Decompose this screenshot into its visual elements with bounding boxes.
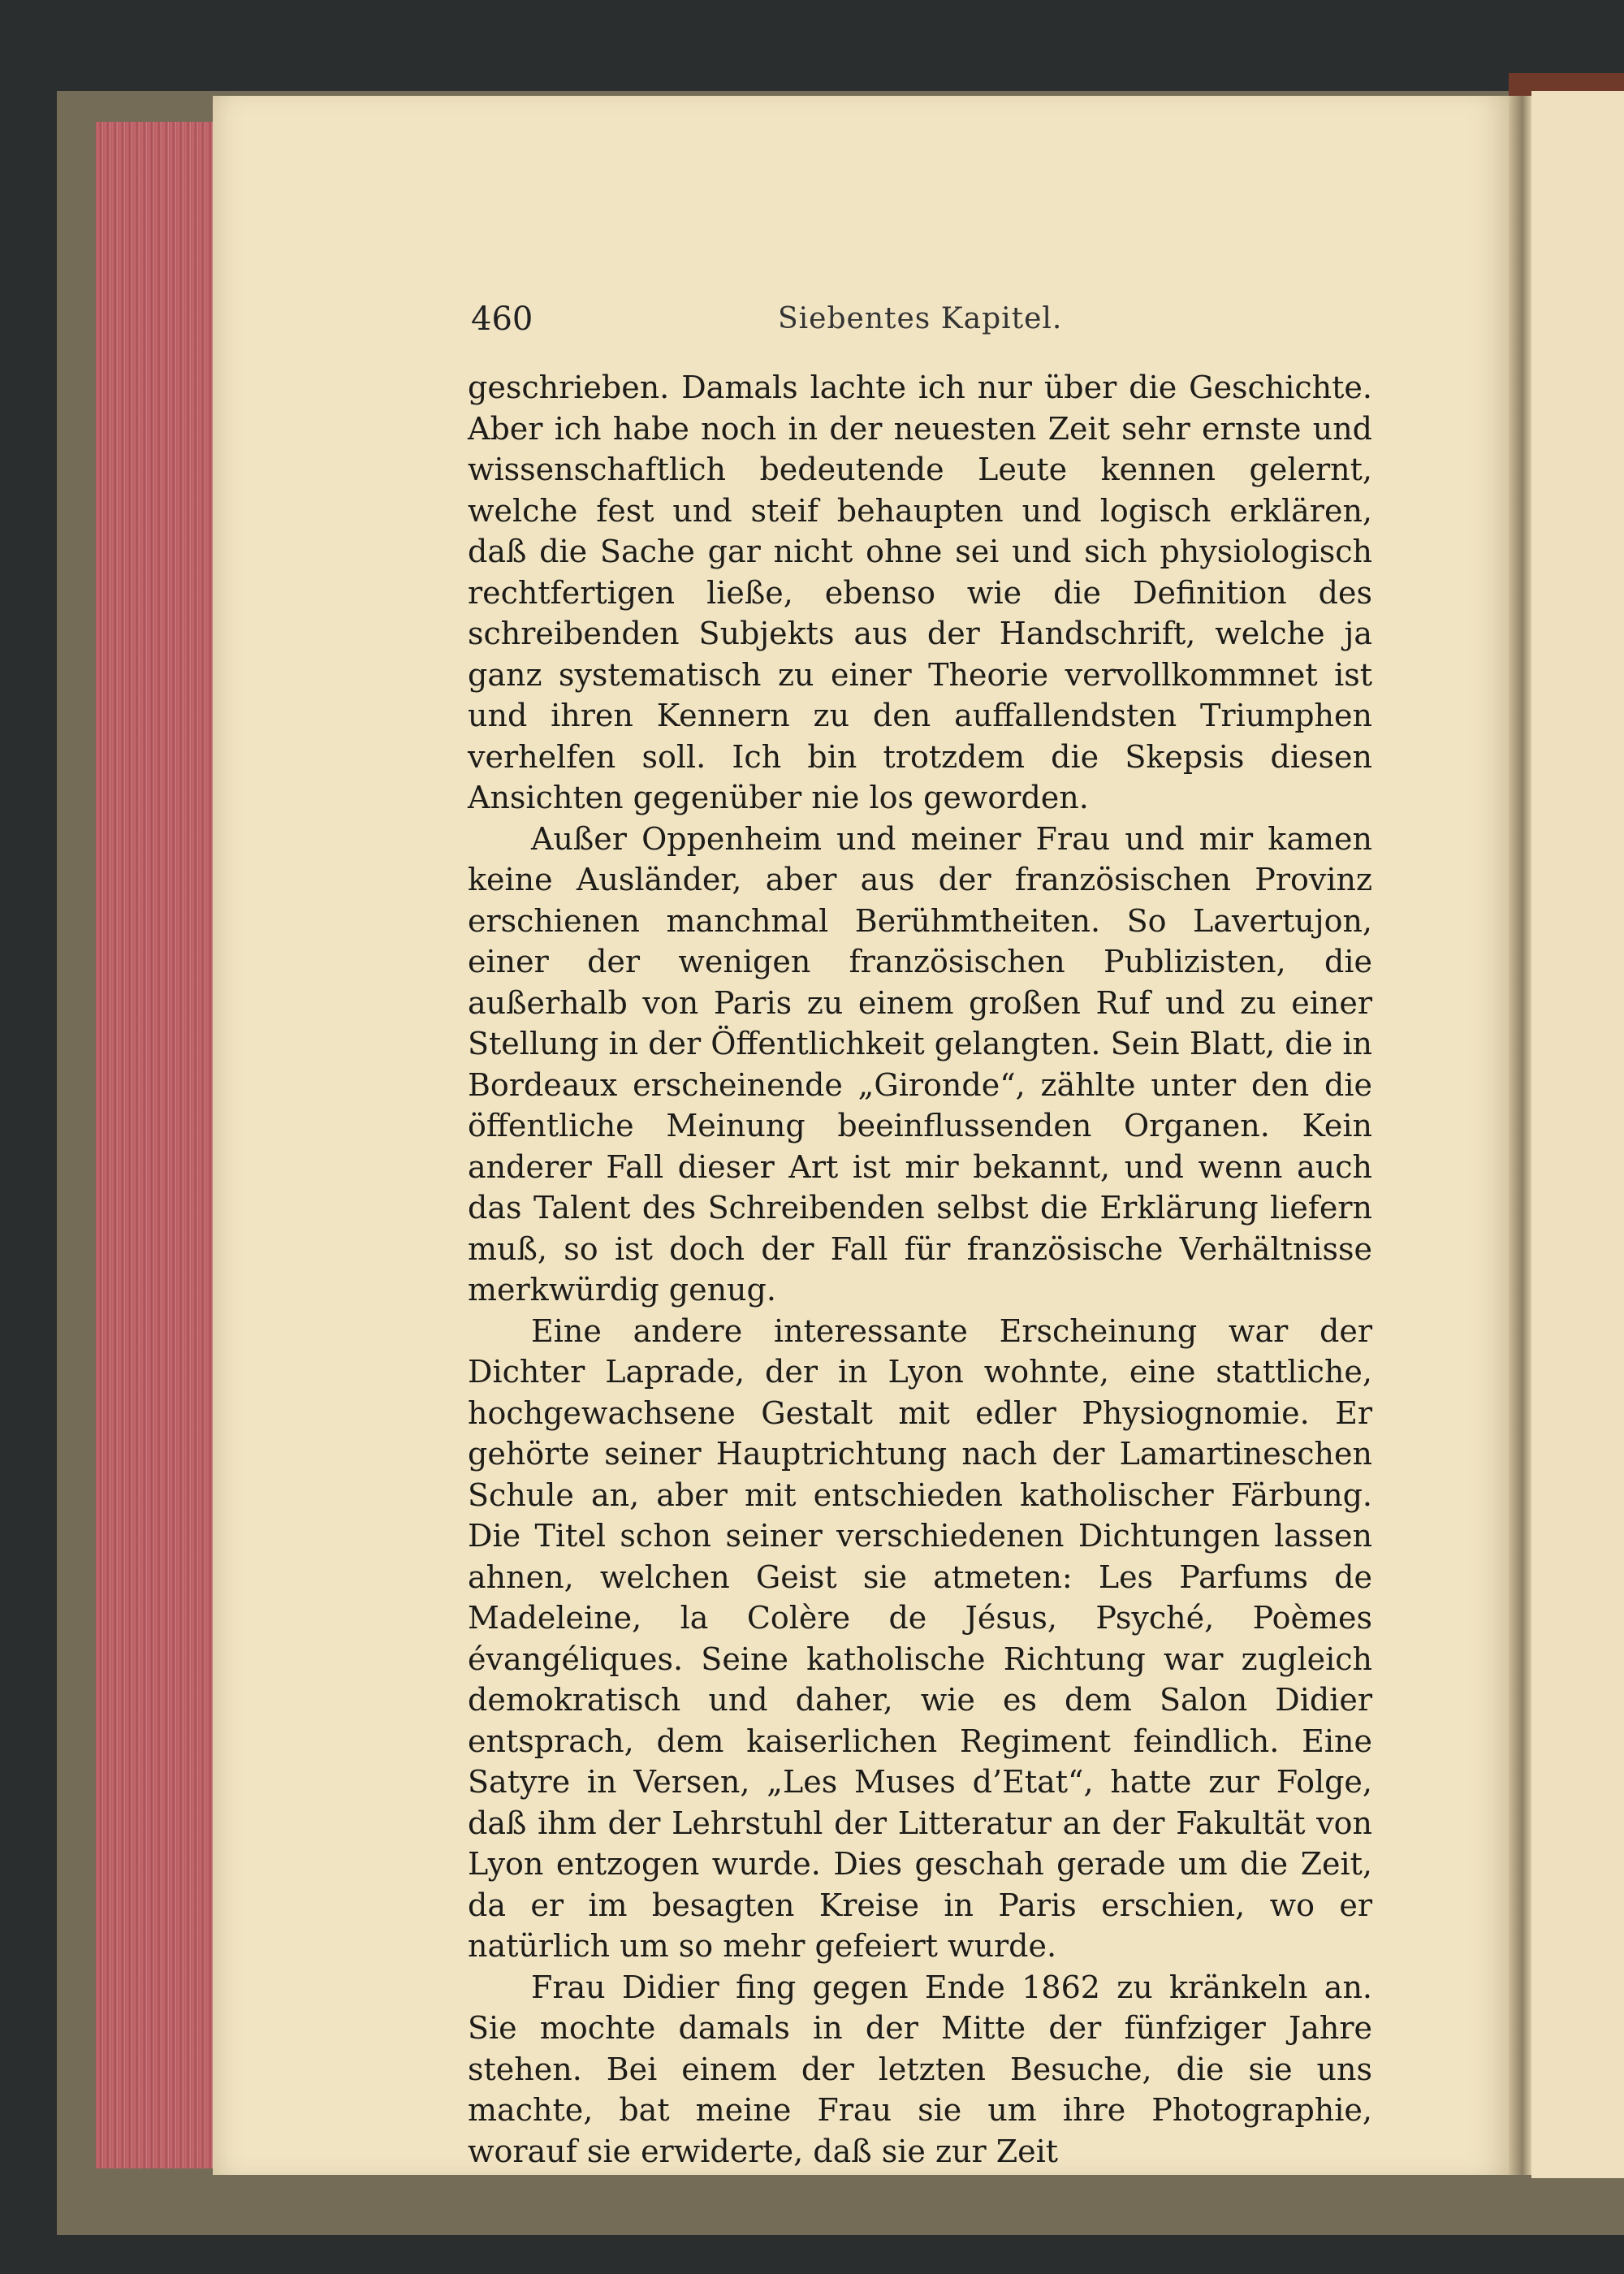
page-number: 460 [471, 300, 533, 338]
paragraph: Eine andere interessante Erscheinung war der Dichter Laprade, der in Lyon wohnte, eine stattliche, hochgewachsene Gestalt mit edler Physiognomie. Er gehörte seiner Hauptrichtung nach der Lamartineschen Schule an, aber mit entschieden katholischer Färbung. Die Titel schon seiner verschiedenen Dichtungen lassen ahnen, welchen Geist sie atmeten: Les Parfums de Madeleine, la Colère de Jésus, Psyché, Poèmes évangéliques. Seine katholische Richtung war zugleich demokratisch und daher, wie es dem Salon Didier entsprach, dem kaiserlichen Regiment feindlich. Eine Satyre in Versen, „Les Muses d’Etat“, hatte zur Folge, daß ihm der Lehrstuhl der Litteratur an der Fakultät von Lyon entzogen wurde. Dies geschah gerade um die Zeit, da er im besagten Kreise in Paris erschien, wo er natürlich um so mehr gefeiert wurde. [468, 1312, 1372, 1964]
paragraph: geschrieben. Damals lachte ich nur über die Geschichte. Aber ich habe noch in der neuesten Zeit sehr ernste und wissenschaftlich bedeutende Leute kennen gelernt, welche fest und steif behaupten und logisch erklären, daß die Sache gar nicht ohne sei und sich physiologisch rechtfertigen ließe, ebenso wie die Definition des schreibenden Subjekts aus der Handschrift, welche ja ganz systematisch zu einer Theorie vervollkommnet ist und ihren Kennern zu den auffallendsten Triumphen verhelfen soll. Ich bin trotzdem die Skepsis diesen Ansichten gegenüber nie los geworden. [468, 370, 1372, 815]
page-edges [96, 122, 218, 2168]
paragraph: Außer Oppenheim und meiner Frau und mir kamen keine Ausländer, aber aus der französischen Provinz erschienen manchmal Berühmtheiten. So Lavertujon, einer der wenigen französischen Publizisten, die außerhalb von Paris zu einem großen Ruf und zu einer Stellung in der Öffentlichkeit gelangten. Sein Blatt, die in Bordeaux erscheinende „Gironde“, zählte unter den die öffentliche Meinung beeinflussenden Organen. Kein anderer Fall dieser Art ist mir bekannt, und wenn auch das Talent des Schreibenden selbst die Erklärung liefern muß, so ist doch der Fall für französische Verhältnisse merkwürdig genug. [468, 820, 1372, 1308]
body-text [468, 367, 1372, 2172]
facing-page [1531, 91, 1624, 2178]
page-header [471, 300, 1364, 349]
book-gutter [1509, 96, 1531, 2175]
paragraph: Frau Didier fing gegen Ende 1862 zu kränkeln an. Sie mochte damals in der Mitte der fünfziger Jahre stehen. Bei einem der letzten Besuche, die sie uns machte, bat meine Frau sie um ihre Photographie, worauf sie erwiderte, daß sie zur Zeit [468, 1969, 1372, 2169]
running-head: Siebentes Kapitel. [778, 302, 1063, 335]
